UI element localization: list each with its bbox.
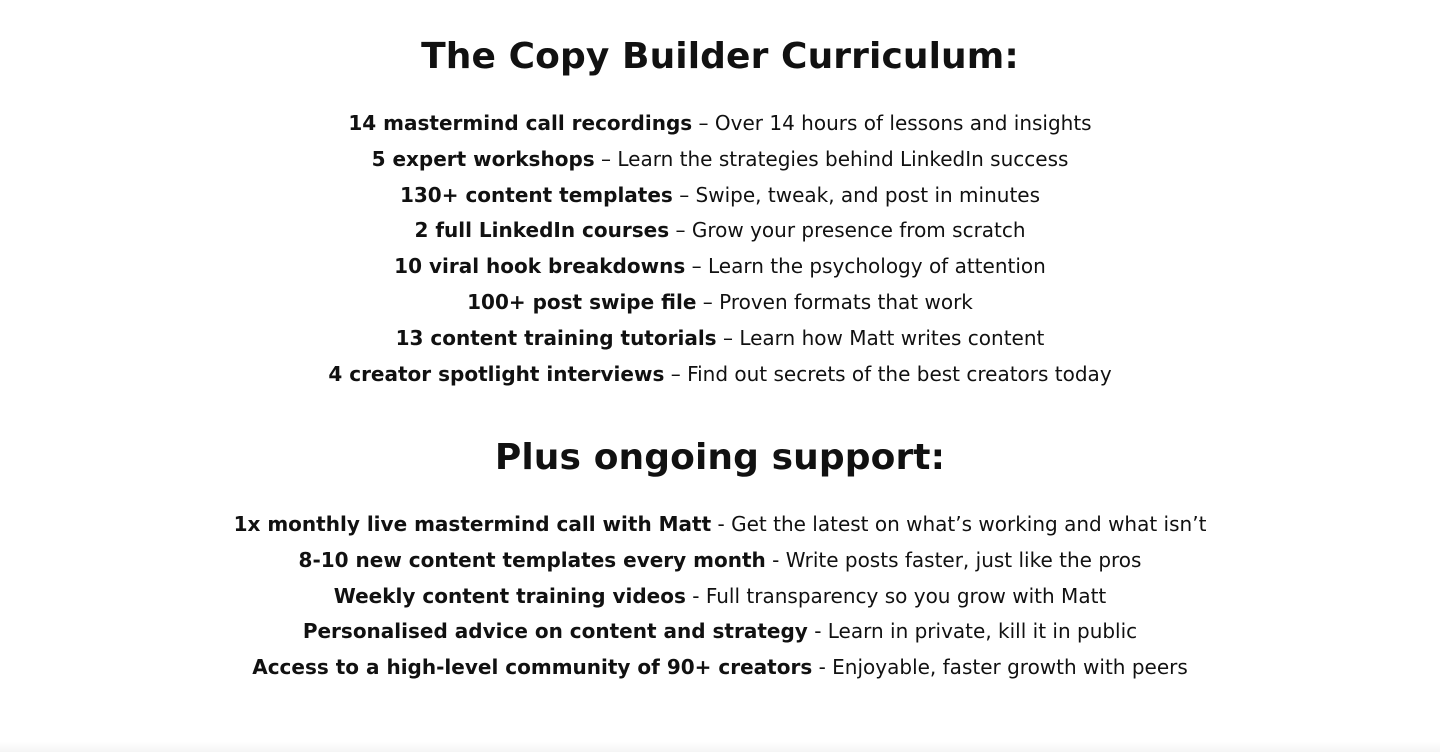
curriculum-item bbox=[0, 321, 1440, 357]
curriculum-item bbox=[0, 213, 1440, 249]
item-separator: - bbox=[717, 512, 725, 536]
curriculum-item-description: Learn the strategies behind LinkedIn success bbox=[617, 146, 1069, 171]
curriculum-item-title: 5 expert workshops bbox=[371, 146, 595, 171]
support-item bbox=[0, 543, 1440, 579]
support-item-description: Write posts faster, just like the pros bbox=[785, 547, 1142, 572]
item-separator: – bbox=[702, 289, 713, 314]
support-item-title: Access to a high-level community of 90+ creators bbox=[252, 655, 813, 680]
curriculum-item bbox=[0, 285, 1440, 321]
curriculum-item-title: 2 full LinkedIn courses bbox=[414, 218, 670, 243]
support-section bbox=[0, 432, 1440, 686]
curriculum-item-description: Proven formats that work bbox=[719, 289, 973, 314]
support-item-title: 8-10 new content templates every month bbox=[298, 547, 766, 572]
curriculum-item-description: Over 14 hours of lessons and insights bbox=[714, 111, 1092, 135]
curriculum-item bbox=[0, 249, 1440, 285]
item-separator: - bbox=[772, 547, 780, 572]
item-separator: - bbox=[814, 619, 822, 644]
support-item-description: Enjoyable, faster growth with peers bbox=[832, 655, 1188, 680]
support-item-title: Weekly content training videos bbox=[333, 583, 686, 608]
curriculum-item-description: Find out secrets of the best creators today bbox=[687, 361, 1112, 386]
item-separator: – bbox=[691, 254, 702, 279]
item-separator: – bbox=[670, 361, 681, 386]
curriculum-item-title: 130+ content templates bbox=[399, 182, 673, 207]
curriculum-item-title: 10 viral hook breakdowns bbox=[394, 254, 686, 279]
support-item-title: Personalised advice on content and strategy bbox=[302, 619, 808, 644]
item-separator: – bbox=[675, 218, 686, 243]
support-item bbox=[0, 650, 1440, 686]
support-item bbox=[0, 614, 1440, 650]
support-item-description: Full transparency so you grow with Matt bbox=[705, 583, 1107, 608]
curriculum-item bbox=[0, 106, 1440, 142]
curriculum-item-title: 100+ post swipe file bbox=[467, 289, 697, 314]
curriculum-heading: The Copy Builder Curriculum: bbox=[421, 36, 1019, 77]
curriculum-list bbox=[0, 106, 1440, 392]
curriculum-item-description: Swipe, tweak, and post in minutes bbox=[695, 182, 1041, 207]
curriculum-item-description: Learn the psychology of attention bbox=[707, 254, 1046, 279]
support-item-description: Learn in private, kill it in public bbox=[827, 619, 1138, 644]
curriculum-item bbox=[0, 178, 1440, 214]
support-list bbox=[0, 507, 1440, 686]
support-item-title: 1x monthly live mastermind call with Matt bbox=[233, 512, 712, 536]
item-separator: - bbox=[692, 583, 700, 608]
curriculum-item-title: 14 mastermind call recordings bbox=[348, 111, 693, 135]
item-separator: – bbox=[601, 146, 612, 171]
curriculum-item bbox=[0, 357, 1440, 393]
item-separator: – bbox=[679, 182, 690, 207]
item-separator: – bbox=[698, 111, 709, 135]
support-item bbox=[0, 507, 1440, 543]
support-item-description: Get the latest on what’s working and what isn’t bbox=[731, 512, 1207, 536]
support-heading: Plus ongoing support: bbox=[494, 437, 946, 478]
curriculum-item bbox=[0, 142, 1440, 178]
support-item bbox=[0, 579, 1440, 615]
item-separator: – bbox=[722, 325, 733, 350]
item-separator: - bbox=[818, 655, 826, 680]
bottom-edge-fade bbox=[0, 742, 1440, 752]
curriculum-item-title: 13 content training tutorials bbox=[395, 325, 717, 350]
curriculum-section bbox=[0, 31, 1440, 392]
curriculum-item-description: Learn how Matt writes content bbox=[739, 325, 1045, 350]
curriculum-item-title: 4 creator spotlight interviews bbox=[328, 361, 665, 386]
curriculum-item-description: Grow your presence from scratch bbox=[691, 218, 1026, 243]
